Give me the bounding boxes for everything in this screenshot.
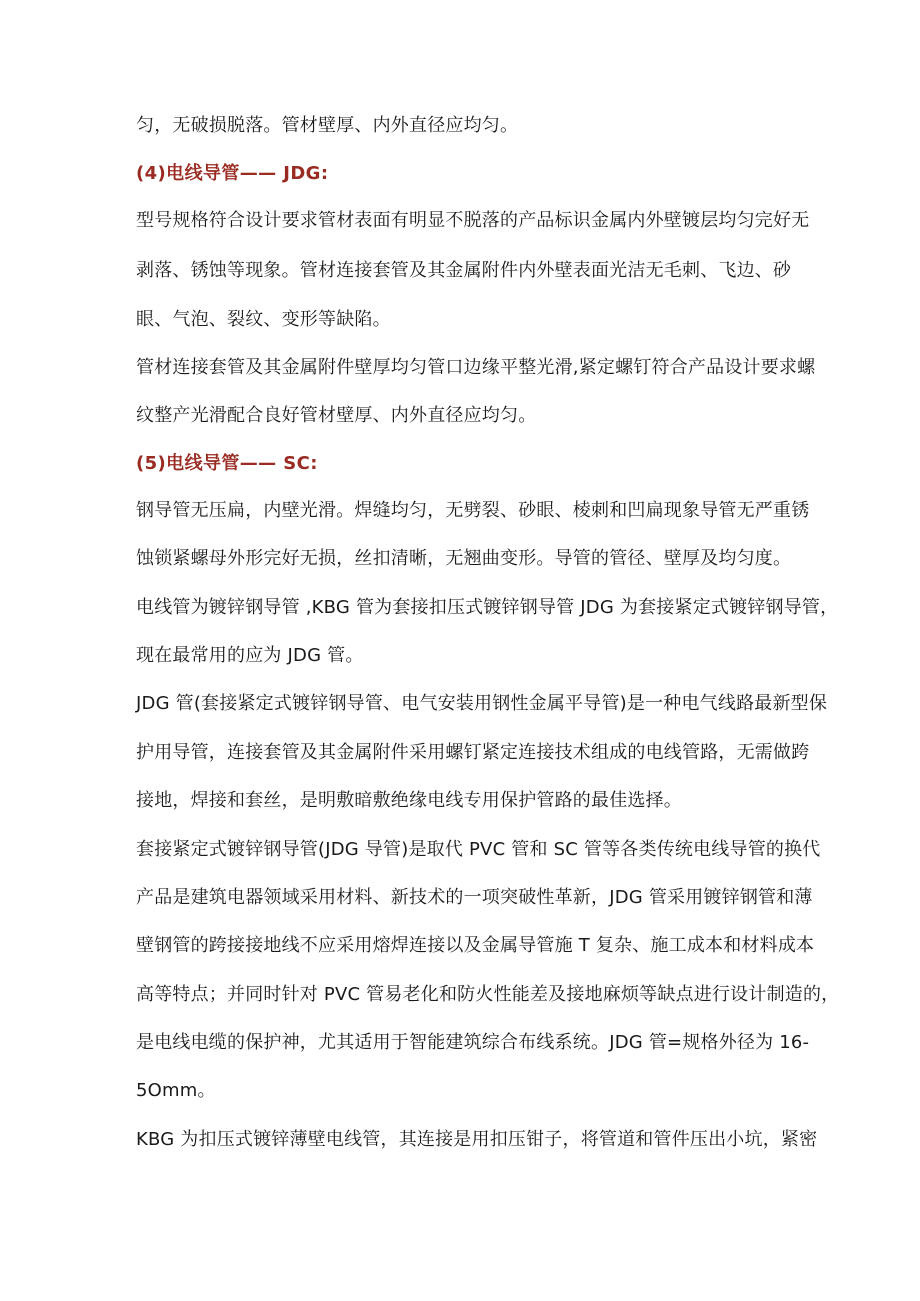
text-line: 接地，焊接和套丝，是明敷暗敷绝缘电线专用保护管路的最佳选择。	[136, 790, 682, 811]
text-line: 套接紧定式镀锌钢导管(JDG 导管)是取代 PVC 管和 SC 管等各类传统电线导管的换代	[136, 839, 821, 860]
text-line: JDG 管(套接紧定式镀锌钢导管、电气安装用钢性金属平导管)是一种电气线路最新型保	[136, 693, 828, 714]
text-line: 现在最常用的应为 JDG 管。	[136, 645, 364, 666]
text-line: 蚀锁紧螺母外形完好无损，丝扣清晰，无翘曲变形。导管的管径、壁厚及均匀度。	[136, 548, 792, 569]
text-line: 纹整产光滑配合良好管材壁厚、内外直径应均匀。	[136, 405, 537, 426]
text-line: 钢导管无压扁，内壁光滑。焊缝均匀，无劈裂、砂眼、棱刺和凹扁现象导管无严重锈	[136, 500, 810, 521]
text-line: 管材连接套管及其金属附件壁厚均匀管口边缘平整光滑,紧定螺钉符合产品设计要求螺	[136, 357, 816, 378]
text-line: 电线管为镀锌钢导管 ,KBG 管为套接扣压式镀锌钢导管 JDG 为套接紧定式镀锌钢导管，	[136, 597, 839, 618]
text-line: 眼、气泡、裂纹、变形等缺陷。	[136, 309, 391, 330]
text-line: 壁钢管的跨接接地线不应采用熔焊连接以及金属导管施 T 复杂、施工成本和材料成本	[136, 935, 815, 956]
text-line: 5Omm。	[136, 1080, 216, 1101]
text-line: 高等特点；并同时针对 PVC 管易老化和防火性能差及接地麻烦等缺点进行设计制造的，	[136, 984, 840, 1005]
text-line: 匀，无破损脱落。管材壁厚、内外直径应均匀。	[136, 115, 519, 136]
text-line: 型号规格符合设计要求管材表面有明显不脱落的产品标识金属内外壁镀层均匀完好无	[136, 210, 810, 231]
text-line: KBG 为扣压式镀锌薄壁电线管，其连接是用扣压钳子，将管道和管件压出小坑，紧密	[136, 1129, 818, 1150]
text-line: 产品是建筑电器领域采用材料、新技术的一项突破性革新，JDG 管采用镀锌钢管和薄	[136, 887, 813, 908]
text-line: 是电线电缆的保护神，尤其适用于智能建筑综合布线系统。JDG 管=规格外径为 16-	[136, 1032, 810, 1053]
section-heading-sc: (5)电线导管—— SC:	[136, 453, 318, 474]
text-line: 剥落、锈蚀等现象。管材连接套管及其金属附件内外壁表面光洁无毛刺、飞边、砂	[136, 260, 792, 281]
text-line: 护用导管，连接套管及其金属附件采用螺钉紧定连接技术组成的电线管路，无需做跨	[136, 742, 810, 763]
section-heading-jdg: (4)电线导管—— JDG:	[136, 163, 329, 184]
